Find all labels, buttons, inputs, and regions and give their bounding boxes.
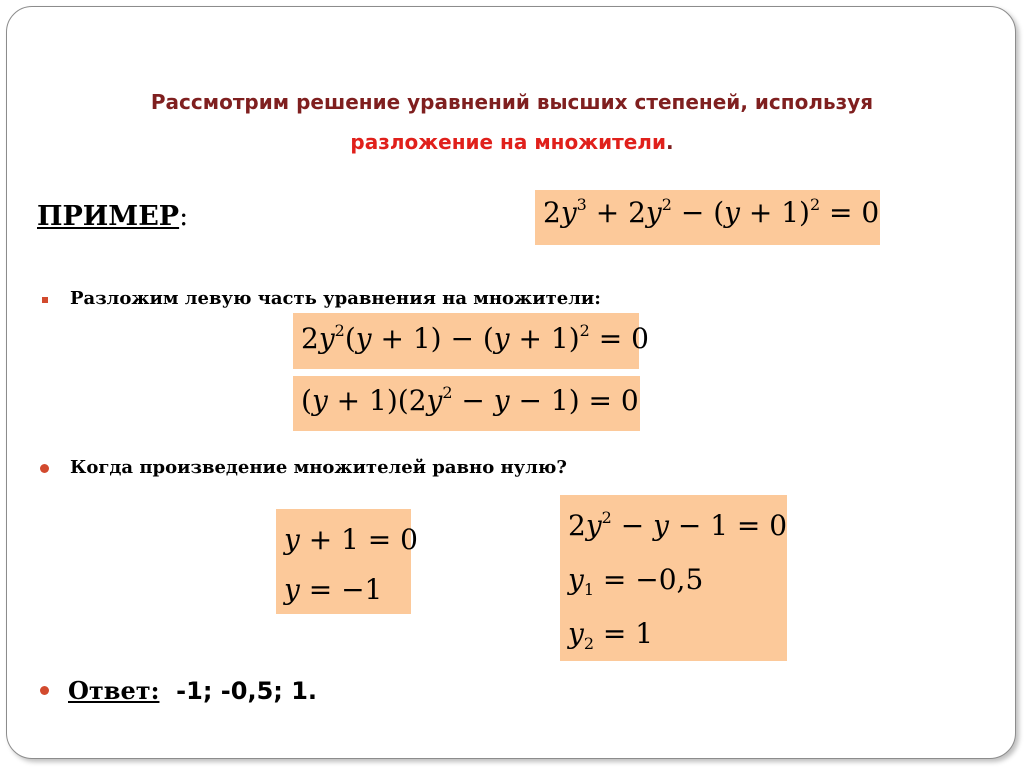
equation-original: $2y^3 + 2y^2 - (y + 1)^2 = 0$: [535, 190, 880, 245]
title-highlight: разложение на множители: [350, 130, 666, 154]
bullet-dot-icon: [40, 464, 49, 473]
answer-label: Ответ:: [68, 676, 160, 705]
answer-line: [68, 676, 317, 705]
example-label: ПРИМЕР: [37, 201, 180, 232]
bullet-factor-text: Разложим левую часть уравнения на множители:: [70, 288, 601, 309]
equation-step1: $2y^2(y + 1) - (y + 1)^2 = 0$: [293, 313, 639, 369]
bullet-dot-icon: [40, 686, 49, 695]
equation-linear-factor: y + 1 = 0 y = −1: [276, 509, 411, 614]
example-colon: :: [179, 201, 189, 232]
slide-title-line1: Рассмотрим решение уравнений высших степеней, используя: [150, 90, 874, 114]
equation-step2: $(y + 1)(2y^2 - y - 1) = 0$: [293, 376, 640, 431]
bullet-question-text: Когда произведение множителей равно нулю?: [70, 457, 567, 478]
equation-quadratic-factor: $2y^2 - y - 1 = 0$ $y_1 = -0,5$ $y_2 = 1$: [560, 495, 787, 661]
slide-title-line2: [40, 126, 984, 159]
answer-value: -1; -0,5; 1.: [176, 677, 318, 705]
example-heading: [37, 201, 188, 232]
bullet-square-icon: [42, 297, 48, 303]
title-period: .: [665, 130, 674, 154]
